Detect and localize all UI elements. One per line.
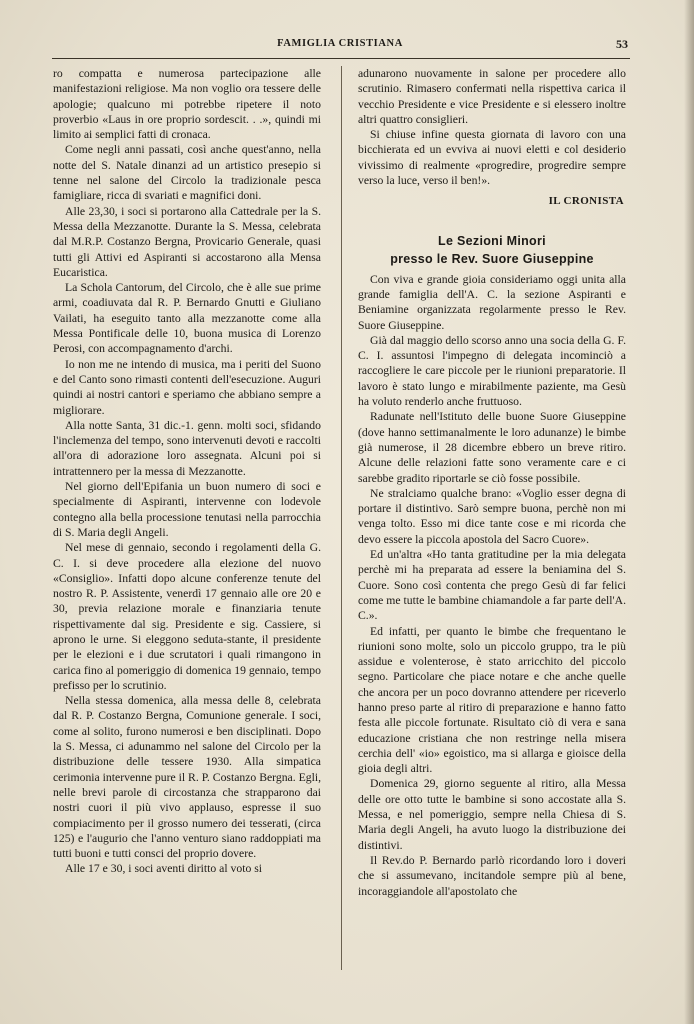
paragraph: Come negli anni passati, così anche quest'anno, nella notte del S. Natale dinanzi ad un artistico presepio si tenne nel salone del Circolo la tradizionale pesca famigliare, ricca di svariati e magnifici doni. xyxy=(53,143,321,203)
paragraph: La Schola Cantorum, del Circolo, che è alle sue prime armi, coadiuvata dal R. P. Bernardo Gnutti e Giuliano Vailati, ha eseguito tanto alla mezzanotte come alla Messa Pontificale delle 10, buona musica di Lorenzo Perosi, con accompagnamento d'archi. xyxy=(53,281,321,356)
paragraph: Alle 17 e 30, i soci aventi diritto al voto si xyxy=(65,862,263,876)
paragraph: Alla notte Santa, 31 dic.-1. genn. molti soci, sfidando l'inclemenza del tempo, sono intervenuti devoti e raccolti all'ora di adorazione loro assegnata. Alcuni poi si intrattennero per la messa di Mezzanotte. xyxy=(53,418,321,478)
article-signature: IL CRONISTA xyxy=(548,195,624,208)
section-heading-line-2: presso le Rev. Suore Giuseppine xyxy=(390,251,594,266)
paragraph: Io non me ne intendo di musica, ma i periti del Suono e del Canto sono rimasti contenti dell'esecuzione. Auguri quindi ai nostri cantori e speriamo che abbiano sempre a migliorare. xyxy=(53,357,321,417)
running-header xyxy=(52,38,628,58)
section-heading-line-1: Le Sezioni Minori xyxy=(438,233,546,248)
page-edge-shadow xyxy=(684,0,694,1024)
page-number: 53 xyxy=(616,37,628,51)
paragraph: Si chiuse infine questa giornata di lavoro con una bicchierata ed un evviva ai nuovi eletti e col desiderio vivissimo di realmente «progredire, progredire sempre verso la luce, verso il ben!». xyxy=(358,128,626,188)
magazine-title: FAMIGLIA CRISTIANA xyxy=(277,38,403,49)
paragraph: adunarono nuovamente in salone per procedere allo scrutinio. Rimasero confermati nella rispettiva carica il vecchio Presidente e vice Presidente e si elessero inoltre altri quattro consiglieri. xyxy=(358,67,626,126)
paragraph: ro compatta e numerosa partecipazione alle manifestazioni religiose. Ma non voglio ora tessere delle apologie; qualcuno mi potrebbe ripetere il noto proverbio «Laus in ore proprio sordescit. . .», quindi mi limito ai semplici fatti di cronaca. xyxy=(53,67,321,142)
paragraph: Ed infatti, per quanto le bimbe che frequentano le riunioni sono molte, solo un piccolo gruppo, tra le più assidue e volenterose, è stato arricchito del piccolo segno. Particolare che piace notare e che anche quelle che ancora per un poco dovranno attendere per riceverlo hanno preso parte al ritiro di preparazione e hanno fatto festa alle piccole fortunate. Risultato ciò di vera e sana educazione cristiana che non restringe nella misera cerchia dell' «io» egoistico, ma si allarga e gioisce della gioia degli altri. xyxy=(358,624,626,776)
paragraph: Nel mese di gennaio, secondo i regolamenti della G. C. I. si deve procedere alla elezione del nuovo «Consiglio». Infatti dopo alcune conferenze tenute del nostro R. P. Assistente, venerdì 17 gennaio alle ore 20 e 30, previa relazione morale e finanziaria tenute rispettivamente dal sig. Presidente e sig. Cassiere, si aprono le urne. Si eleggono seduta-stante, il presidente per le elezioni e i due scrutatori i quali rimangono in carica fino al pomeriggio di domenica 19 gennaio, tempo prefisso per lo scrutinio. xyxy=(53,541,321,692)
paragraph: Alle 23,30, i soci si portarono alla Cattedrale per la S. Messa della Mezzanotte. Durante la S. Messa, celebrata dal M.R.P. Costanzo Bergna, Provicario Generale, quasi tutti gli Attivi ed Aspiranti si accostarono alla Mensa Eucaristica. xyxy=(53,204,321,279)
column-divider xyxy=(341,66,342,970)
paragraph: Nel giorno dell'Epifania un buon numero di soci e specialmente di Aspiranti, intervenne con lodevole contegno alla bella processione tenutasi nella parrocchia di S. Maria degli Angeli. xyxy=(53,480,321,539)
header-rule xyxy=(52,58,630,59)
paragraph: Nella stessa domenica, alla messa delle 8, celebrata dal R. P. Costanzo Bergna, Comunione generale. I soci, come al solito, furono numerosi e ben disciplinati. Dopo la S. Messa, ci adunammo nel salone del Circolo per la distribuzione delle tessere 1930. Alla simpatica cerimonia intervenne pure il R. P. Costanzo Bergna. Egli, nelle brevi parole di circostanza che strapparono dai nostri cuori il più vivo applauso, espresse il suo compiacimento per il grosso numero dei tesserati, (circa 125) e l'augurio che l'anno venturo siano raddoppiati ma tutti buoni e tutti consci del proprio dovere. xyxy=(53,694,321,861)
paragraph: Il Rev.do P. Bernardo parlò ricordando loro i doveri che si assumevano, incitandole sempre più al bene, incoraggiandole all'apostolato che xyxy=(358,853,626,898)
right-column xyxy=(358,66,626,899)
paragraph: Con viva e grande gioia consideriamo oggi unita alla grande famiglia dell'A. C. la sezione Aspiranti e Beniamine organizzata regolarmente presso le Rev. Suore Giuseppine. xyxy=(358,272,626,332)
paragraph: Radunate nell'Istituto delle buone Suore Giuseppine (dove hanno settimanalmente le loro adunanze) le bimbe già numerose, il 28 dicembre ebbero un breve ritiro. Alcune delle relazioni fatte sono veramente care e ci sarebbe gradito riportarle se ciò fosse possibile. xyxy=(358,410,626,485)
section-heading xyxy=(358,232,626,268)
paragraph: Già dal maggio dello scorso anno una socia della G. F. C. I. assuntosi l'impegno di delegata incominciò a raccogliere le care piccole per le riunioni preparatorie. Il lavoro è stato lungo e mirabilmente paziente, ma Gesù ha voluto renderlo anche fruttuoso. xyxy=(358,333,626,409)
paragraph: Ed un'altra «Ho tanta gratitudine per la mia delegata perchè mi ha preparata ad essere la beniamina del S. Cuore. Sono così contenta che prego Gesù di far felici come me tutte le bambine chiamandole a far parte dell'A. C.». xyxy=(358,548,626,623)
paragraph: Domenica 29, giorno seguente al ritiro, alla Messa delle ore otto tutte le bambine si sono accostate alla S. Messa, e nel pomeriggio, sempre nella Chiesa di S. Maria degli Angeli, ha avuto luogo la distribuzione dei distintivi. xyxy=(358,777,626,852)
left-column xyxy=(53,66,321,877)
paragraph: Ne stralciamo qualche brano: «Voglio esser degna di portare il distintivo. Sarò sempre buona, perchè non mi venga tolto. Esso mi dice tante cose e mi ricorda che devo essere la piccola apostola del Sacro Cuore». xyxy=(358,486,626,546)
